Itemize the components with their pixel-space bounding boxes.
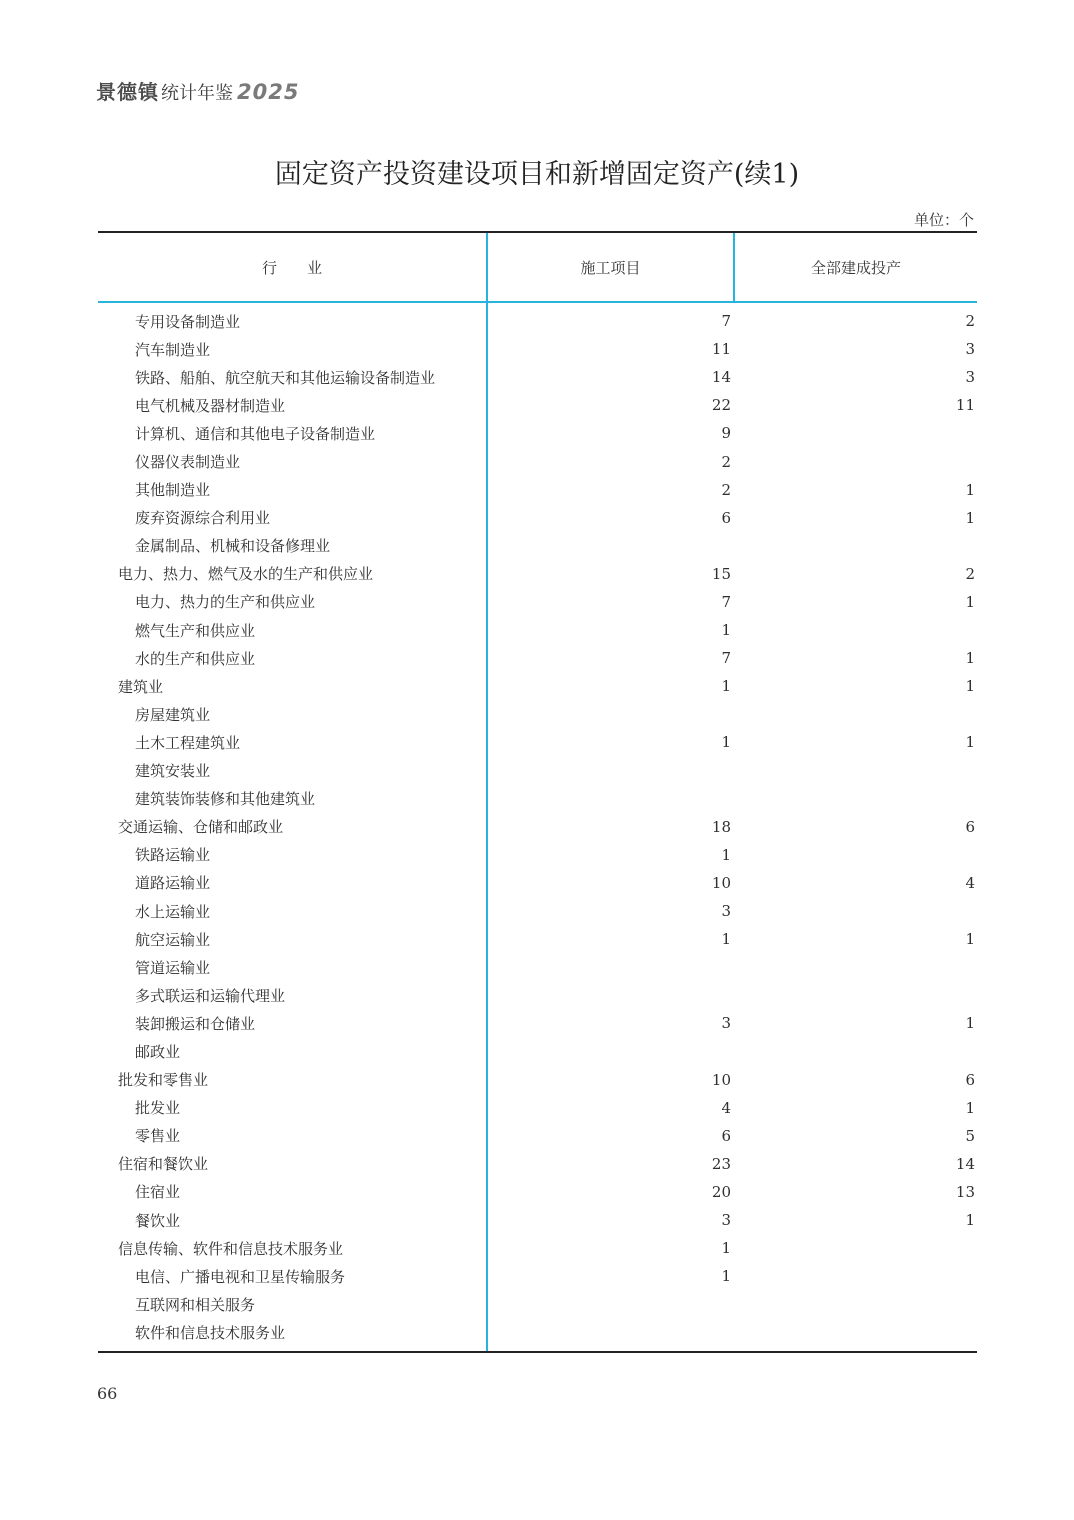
table-row	[98, 363, 977, 391]
industry-name: 铁路运输业	[135, 846, 211, 865]
under-construction-count: 23	[711, 1154, 731, 1173]
table-row	[98, 307, 977, 335]
table-row	[98, 335, 977, 363]
table-row	[98, 504, 977, 532]
under-construction-count: 10	[711, 873, 731, 892]
table-row	[98, 1290, 977, 1318]
under-construction-count: 1	[721, 930, 731, 949]
running-head	[96, 76, 299, 102]
industry-name: 电力、热力、燃气及水的生产和供应业	[118, 565, 374, 584]
table-row	[98, 560, 977, 588]
industry-name: 电气机械及器材制造业	[135, 396, 286, 415]
header-under-construction: 施工项目	[488, 233, 735, 301]
industry-name: 铁路、船舶、航空航天和其他运输设备制造业	[135, 368, 436, 387]
page-title: 固定资产投资建设项目和新增固定资产(续1)	[274, 159, 800, 190]
table-row	[98, 1318, 977, 1346]
fully-completed-count: 13	[955, 1182, 975, 1201]
header-fully-completed: 全部建成投产	[810, 258, 901, 277]
industry-name: 批发和零售业	[118, 1071, 209, 1090]
table-row	[98, 728, 977, 756]
table-row	[98, 419, 977, 447]
under-construction-count: 1	[721, 845, 731, 864]
under-construction-count: 3	[721, 1014, 731, 1033]
under-construction-count: 7	[721, 592, 731, 611]
under-construction-count: 1	[721, 1267, 731, 1286]
table-row	[98, 700, 977, 728]
under-construction-count: 7	[721, 649, 731, 668]
industry-name: 装卸搬运和仓储业	[135, 1014, 256, 1033]
fully-completed-count: 3	[965, 340, 975, 359]
industry-name: 燃气生产和供应业	[135, 621, 256, 640]
industry-name: 建筑装饰装修和其他建筑业	[135, 790, 316, 809]
table-row	[98, 1122, 977, 1150]
table-row	[98, 841, 977, 869]
under-construction-count: 2	[721, 480, 731, 499]
fully-completed-count: 6	[965, 817, 975, 836]
header-industry: 行 业	[98, 233, 488, 301]
table-row	[98, 1178, 977, 1206]
industry-name: 电力、热力的生产和供应业	[135, 593, 316, 612]
industry-name: 土木工程建筑业	[135, 733, 241, 752]
industry-name: 其他制造业	[135, 481, 211, 500]
under-construction-count: 4	[721, 1098, 731, 1117]
under-construction-count: 6	[721, 508, 731, 527]
industry-name: 互联网和相关服务	[135, 1295, 256, 1314]
table-row	[98, 1206, 977, 1234]
fully-completed-count: 4	[965, 873, 975, 892]
under-construction-count: 22	[711, 396, 731, 415]
industry-name: 道路运输业	[135, 874, 211, 893]
yearbook-brand: 景德镇	[96, 80, 159, 104]
fully-completed-count: 14	[955, 1154, 975, 1173]
fully-completed-count: 3	[965, 368, 975, 387]
table-body	[98, 303, 977, 1351]
industry-name: 建筑业	[118, 677, 164, 696]
table-bottom-rule	[98, 1351, 977, 1353]
under-construction-count: 6	[721, 1126, 731, 1145]
table-row	[98, 1009, 977, 1037]
table-header	[98, 233, 977, 303]
under-construction-count: 10	[711, 1070, 731, 1089]
table-row	[98, 476, 977, 504]
fully-completed-count: 2	[965, 564, 975, 583]
yearbook-year: 2025	[237, 80, 300, 104]
fully-completed-count: 1	[965, 930, 975, 949]
under-construction-count: 2	[721, 452, 731, 471]
table-row	[98, 757, 977, 785]
table-row	[98, 813, 977, 841]
industry-name: 零售业	[135, 1127, 181, 1146]
table-row	[98, 1037, 977, 1065]
under-construction-count: 20	[711, 1182, 731, 1201]
fully-completed-count: 1	[965, 480, 975, 499]
industry-name: 软件和信息技术服务业	[135, 1323, 286, 1342]
industry-name: 房屋建筑业	[135, 705, 211, 724]
under-construction-count: 1	[721, 677, 731, 696]
under-construction-count: 1	[721, 1239, 731, 1258]
table-row	[98, 1234, 977, 1262]
industry-name: 专用设备制造业	[135, 312, 241, 331]
page-number: 66	[97, 1384, 118, 1403]
table-row	[98, 1150, 977, 1178]
industry-name: 建筑安装业	[135, 762, 211, 781]
under-construction-count: 9	[721, 424, 731, 443]
industry-name: 航空运输业	[135, 930, 211, 949]
industry-name: 电信、广播电视和卫星传输服务	[135, 1267, 346, 1286]
industry-name: 批发业	[135, 1099, 181, 1118]
fully-completed-count: 1	[965, 1098, 975, 1117]
fully-completed-count: 11	[955, 396, 975, 415]
under-construction-count: 15	[711, 564, 731, 583]
industry-name: 邮政业	[135, 1042, 181, 1061]
under-construction-count: 1	[721, 621, 731, 640]
industry-name: 汽车制造业	[135, 340, 211, 359]
industry-name: 交通运输、仓储和邮政业	[118, 818, 284, 837]
table-row	[98, 672, 977, 700]
table-row	[98, 953, 977, 981]
statistics-table	[98, 231, 977, 1353]
under-construction-count: 1	[721, 733, 731, 752]
table-row	[98, 869, 977, 897]
fully-completed-count: 2	[965, 312, 975, 331]
under-construction-count: 3	[721, 902, 731, 921]
under-construction-count: 3	[721, 1211, 731, 1230]
table-row	[98, 925, 977, 953]
industry-name: 金属制品、机械和设备修理业	[135, 537, 331, 556]
table-row	[98, 981, 977, 1009]
industry-name: 餐饮业	[135, 1211, 181, 1230]
industry-name: 计算机、通信和其他电子设备制造业	[135, 424, 376, 443]
table-row	[98, 644, 977, 672]
table-row	[98, 1066, 977, 1094]
table-row	[98, 532, 977, 560]
unit-label: 单位：个	[913, 211, 974, 229]
fully-completed-count: 1	[965, 733, 975, 752]
industry-name: 多式联运和运输代理业	[135, 986, 286, 1005]
table-row	[98, 897, 977, 925]
fully-completed-count: 1	[965, 508, 975, 527]
table-row	[98, 785, 977, 813]
under-construction-count: 14	[711, 368, 731, 387]
fully-completed-count: 1	[965, 649, 975, 668]
table-row	[98, 616, 977, 644]
table-row	[98, 1094, 977, 1122]
industry-name: 住宿和餐饮业	[118, 1155, 209, 1174]
industry-name: 信息传输、软件和信息技术服务业	[118, 1239, 344, 1258]
industry-name: 水上运输业	[135, 902, 211, 921]
industry-name: 住宿业	[135, 1183, 181, 1202]
fully-completed-count: 1	[965, 1014, 975, 1033]
industry-name: 废弃资源综合利用业	[135, 509, 271, 528]
table-row	[98, 1262, 977, 1290]
fully-completed-count: 1	[965, 1211, 975, 1230]
column-divider	[486, 303, 488, 1351]
fully-completed-count: 1	[965, 592, 975, 611]
industry-name: 仪器仪表制造业	[135, 453, 241, 472]
fully-completed-count: 5	[965, 1126, 975, 1145]
under-construction-count: 18	[711, 817, 731, 836]
yearbook-name: 统计年鉴	[161, 83, 233, 104]
table-row	[98, 588, 977, 616]
under-construction-count: 11	[711, 340, 731, 359]
fully-completed-count: 6	[965, 1070, 975, 1089]
fully-completed-count: 1	[965, 677, 975, 696]
industry-name: 水的生产和供应业	[135, 649, 256, 668]
under-construction-count: 7	[721, 312, 731, 331]
table-row	[98, 447, 977, 475]
industry-name: 管道运输业	[135, 958, 211, 977]
table-row	[98, 391, 977, 419]
